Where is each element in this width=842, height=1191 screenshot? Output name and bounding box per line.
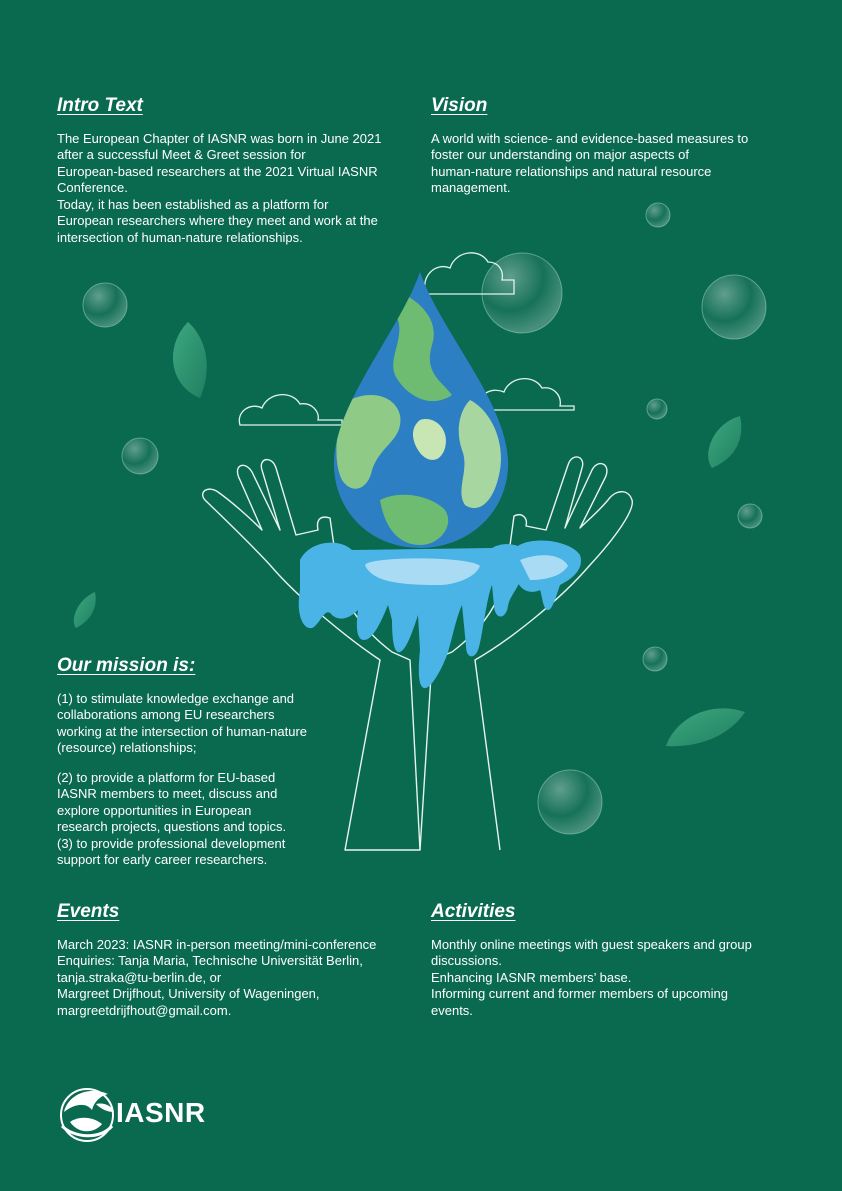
mission-section (57, 656, 357, 869)
events-paragraph: March 2023: IASNR in-person meeting/mini-conference Enquiries: Tanja Maria, Technische Universität Berlin, tanja.straka@tu-berlin.de, or Margreet Drijfhout, University of Wageningen, margreetdrijfhout@gmail.com. (57, 936, 377, 1018)
vision-heading: Vision (431, 95, 488, 116)
mission-item-1: (1) to stimulate knowledge exchange and collaborations among EU researchers working at the intersection of human-nature (resource) relationships; (57, 690, 308, 756)
logo-text: IASNR (116, 1097, 206, 1128)
intro-heading: Intro Text (57, 95, 143, 116)
events-section (57, 902, 427, 1019)
intro-paragraph: The European Chapter of IASNR was born in June 2021 after a successful Meet & Greet session for European-based researchers at the 2021 Virtual IASNR Conference. Today, it has been established as a platform for European researchers where they meet and work at the intersection of human-nature relationships. (57, 130, 382, 245)
logo-emblem-icon (56, 1082, 122, 1144)
earth-drop-icon (334, 272, 508, 548)
vision-section (431, 96, 801, 197)
intro-section (57, 96, 417, 246)
activities-paragraph: Monthly online meetings with guest speakers and group discussions. Enhancing IASNR members’ base. Informing current and former members of upcoming events. (431, 936, 752, 1018)
events-heading: Events (57, 901, 120, 922)
vision-paragraph: A world with science- and evidence-based measures to foster our understanding on major aspects of human-nature relationships and natural resource management. (431, 130, 749, 196)
mission-heading: Our mission is: (57, 655, 196, 676)
activities-heading: Activities (431, 901, 516, 922)
mission-item-2: (2) to provide a platform for EU-based IASNR members to meet, discuss and explore opportunities in European research projects, questions and topics. (3) to provide professional development support for early career researchers. (57, 769, 287, 868)
activities-section (431, 902, 801, 1019)
iasnr-logo (56, 1082, 206, 1144)
